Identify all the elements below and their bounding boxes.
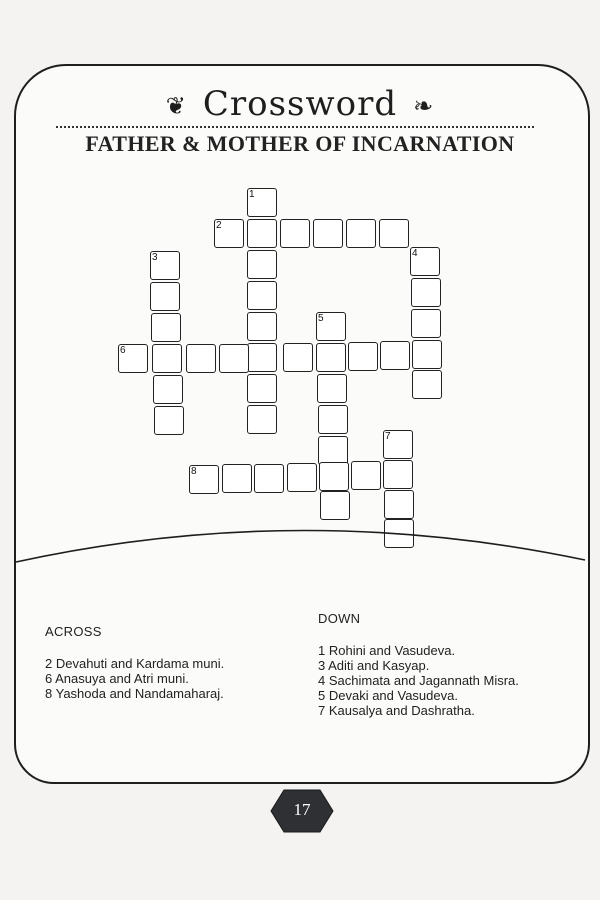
clue-number: 5: [318, 313, 324, 324]
clue-item: 2 Devahuti and Kardama muni.: [45, 656, 225, 671]
subtitle: FATHER & MOTHER OF INCARNATION: [85, 131, 515, 156]
clue-number: 7: [385, 431, 391, 442]
clue-number: 2: [216, 220, 222, 231]
left-ornament-icon: ❦: [165, 92, 187, 120]
clue-item: 5 Devaki and Vasudeva.: [318, 688, 458, 703]
clue-number: 3: [152, 252, 158, 263]
clue-number: 8: [191, 466, 197, 477]
right-ornament-icon: ❧: [413, 92, 435, 120]
page-number: 17: [293, 800, 311, 819]
clue-item: 4 Sachimata and Jagannath Misra.: [318, 673, 519, 688]
down-heading: DOWN: [318, 611, 361, 626]
clue-item: 8 Yashoda and Nandamaharaj.: [45, 686, 224, 701]
title-text: Crossword: [202, 84, 398, 124]
clue-number: 4: [412, 248, 418, 259]
clue-item: 1 Rohini and Vasudeva.: [318, 643, 456, 658]
across-clues: [45, 624, 224, 701]
clue-number: 1: [249, 189, 255, 200]
clue-item: 6 Anasuya and Atri muni.: [45, 671, 189, 686]
down-clues: [318, 611, 519, 718]
clue-item: 7 Kausalya and Dashratha.: [318, 703, 475, 718]
clue-item: 3 Aditi and Kasyap.: [318, 658, 430, 673]
across-heading: ACROSS: [45, 624, 102, 639]
clue-number: 6: [120, 345, 126, 356]
